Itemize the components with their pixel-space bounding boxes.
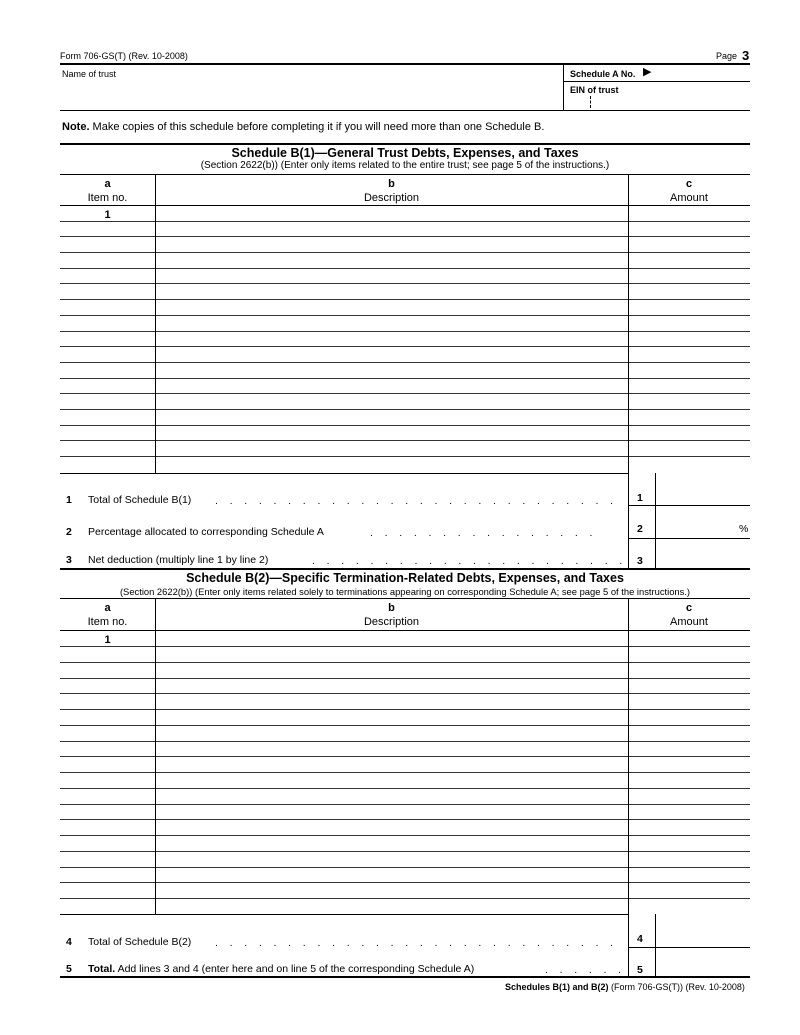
b1-line-3-num: 3: [66, 554, 72, 566]
b1-col-b-letter: b: [388, 178, 395, 190]
b1-row-line: [60, 425, 750, 426]
b2-line-5-amount-input[interactable]: [658, 960, 752, 976]
header-rule: [60, 63, 750, 65]
b1-line-3-dots: . . . . . . . . . . . . . . . . . . . . . .: [312, 555, 627, 567]
b1-line-2-suffix: %: [739, 523, 749, 535]
b1-line-2-dots: . . . . . . . . . . . . . . . .: [370, 527, 597, 539]
b2-header-rule: [60, 630, 750, 631]
b1-row-line: [60, 236, 750, 237]
b1-line-2-text: Percentage allocated to corresponding Schedule A: [88, 526, 324, 538]
b1-line-1-dots: . . . . . . . . . . . . . . . . . . . . . . . . . . . .: [215, 495, 618, 507]
b2-col-b-letter: b: [388, 602, 395, 614]
b1-grid-bottom: [60, 473, 628, 474]
b2-line-5-bold-prefix: Total.: [88, 963, 116, 975]
b2-subtitle: (Section 2622(b)) (Enter only items related solely to terminations appearing on corresponding Schedule A; see page 5 of the instructions.): [119, 586, 691, 597]
b1-col-b-label: Description: [363, 192, 420, 204]
b2-subtitle-rule: [60, 598, 750, 599]
b1-row-line: [60, 456, 750, 457]
name-of-trust-input[interactable]: [62, 82, 556, 110]
b2-line-5-main: Add lines 3 and 4 (enter here and on line 5 of the corresponding Schedule A): [115, 963, 475, 975]
b1-first-item-no: 1: [104, 209, 111, 221]
b1-line-1-amount-input[interactable]: [658, 490, 752, 506]
b1-row-line: [60, 440, 750, 441]
b1-line-3-box: 3: [637, 555, 643, 567]
b2-title: Schedule B(2)—Specific Termination-Related Debts, Expenses, and Taxes: [186, 571, 624, 585]
b2-row-line: [60, 756, 750, 757]
b2-grid-bottom: [60, 914, 628, 915]
b1-top-rule: [60, 143, 750, 145]
b2-row-line: [60, 709, 750, 710]
b1-row-line: [60, 299, 750, 300]
b2-line-4-dots: . . . . . . . . . . . . . . . . . . . . . . . . . . . .: [215, 937, 618, 949]
note-text: Make copies of this schedule before completing it if you will need more than one Schedule B.: [89, 121, 545, 133]
b2-line-5-dots: . . . . . .: [545, 964, 626, 976]
b2-row-line: [60, 882, 750, 883]
schedule-a-rule: [564, 81, 750, 82]
b2-row-line: [60, 678, 750, 679]
b1-row-line: [60, 315, 750, 316]
footer: [505, 983, 745, 992]
b2-row-line: [60, 898, 750, 899]
b2-line-5-box: 5: [637, 964, 643, 976]
schedule-a-number-input[interactable]: [660, 66, 752, 82]
b1-row-line: [60, 221, 750, 222]
b2-top-rule: [60, 568, 750, 570]
b1-row-line: [60, 331, 750, 332]
b1-line-1-num: 1: [66, 494, 72, 506]
b1-line-2-rule: [628, 538, 750, 539]
b1-box-divider: [655, 473, 656, 568]
b2-first-item-no: 1: [104, 634, 111, 646]
footer-bold: Schedules B(1) and B(2): [505, 982, 609, 992]
b2-col-divider-bc: [628, 598, 629, 976]
b1-line-2-num: 2: [66, 526, 72, 538]
b1-row-line: [60, 283, 750, 284]
b2-row-line: [60, 646, 750, 647]
b1-row-line: [60, 378, 750, 379]
b2-line-4-amount-input[interactable]: [658, 932, 752, 948]
b1-line-1-rule: [628, 505, 750, 506]
b2-row-line: [60, 835, 750, 836]
b2-col-divider-ab: [155, 598, 156, 914]
b2-line-4-num: 4: [66, 936, 72, 948]
b1-title: Schedule B(1)—General Trust Debts, Expenses, and Taxes: [231, 146, 579, 160]
b1-subtitle: (Section 2622(b)) (Enter only items related to the entire trust; see page 5 of the instructions.): [200, 160, 610, 171]
header-divider: [563, 64, 564, 111]
b2-line-4-text: Total of Schedule B(2): [88, 936, 192, 948]
page-number: 3: [742, 48, 750, 63]
header-bottom-rule: [60, 110, 750, 111]
name-of-trust-label: Name of trust: [62, 69, 117, 79]
b1-line-2-percent-input[interactable]: [658, 522, 740, 538]
b1-row-line: [60, 393, 750, 394]
b2-row-line: [60, 662, 750, 663]
b1-row-line: [60, 346, 750, 347]
b2-col-c-letter: c: [685, 602, 693, 614]
b1-row-line: [60, 268, 750, 269]
b1-header-rule: [60, 205, 750, 206]
b1-line-3-amount-input[interactable]: [658, 552, 752, 568]
b2-col-a-label: Item no.: [87, 616, 128, 628]
b2-row-line: [60, 741, 750, 742]
b2-row-line: [60, 819, 750, 820]
b2-row-line: [60, 867, 750, 868]
b1-col-c-label: Amount: [670, 192, 708, 204]
ein-label: EIN of trust: [570, 85, 619, 95]
b2-line-4-box: 4: [637, 933, 643, 945]
b2-col-c-label: Amount: [670, 616, 708, 628]
ein-input[interactable]: [570, 97, 750, 111]
b1-col-c-letter: c: [685, 178, 693, 190]
form-id: Form 706-GS(T) (Rev. 10-2008): [60, 51, 188, 61]
b1-line-1-text: Total of Schedule B(1): [88, 494, 192, 506]
b1-subtitle-rule: [60, 174, 750, 175]
b1-row-line: [60, 409, 750, 410]
b2-row-line: [60, 725, 750, 726]
b2-row-line: [60, 851, 750, 852]
b2-row-line: [60, 772, 750, 773]
b1-col-divider-bc: [628, 174, 629, 568]
b2-row-line: [60, 693, 750, 694]
b1-col-a-label: Item no.: [87, 192, 128, 204]
b1-col-a-letter: a: [104, 178, 111, 190]
page-bottom-rule: [60, 976, 750, 978]
b2-box-divider: [655, 914, 656, 976]
b1-row-line: [60, 362, 750, 363]
page-label: Page: [716, 51, 738, 61]
footer-text: (Form 706-GS(T)) (Rev. 10-2008): [608, 982, 745, 992]
b2-row-line: [60, 804, 750, 805]
b2-col-b-label: Description: [363, 616, 420, 628]
b1-col-divider-ab: [155, 174, 156, 473]
b2-line-5-text: [88, 964, 474, 975]
b2-line-5-num: 5: [66, 963, 72, 975]
b2-row-line: [60, 788, 750, 789]
note: [62, 122, 544, 133]
b1-line-2-box: 2: [637, 523, 643, 535]
b1-line-3-text: Net deduction (multiply line 1 by line 2): [88, 554, 269, 566]
note-bold: Note.: [62, 121, 90, 133]
b2-line-4-rule: [628, 947, 750, 948]
b1-line-1-box: 1: [637, 492, 643, 504]
schedule-a-label: Schedule A No.: [570, 69, 636, 79]
arrow-right-icon: ▶: [643, 66, 652, 78]
b1-row-line: [60, 252, 750, 253]
b2-col-a-letter: a: [104, 602, 111, 614]
